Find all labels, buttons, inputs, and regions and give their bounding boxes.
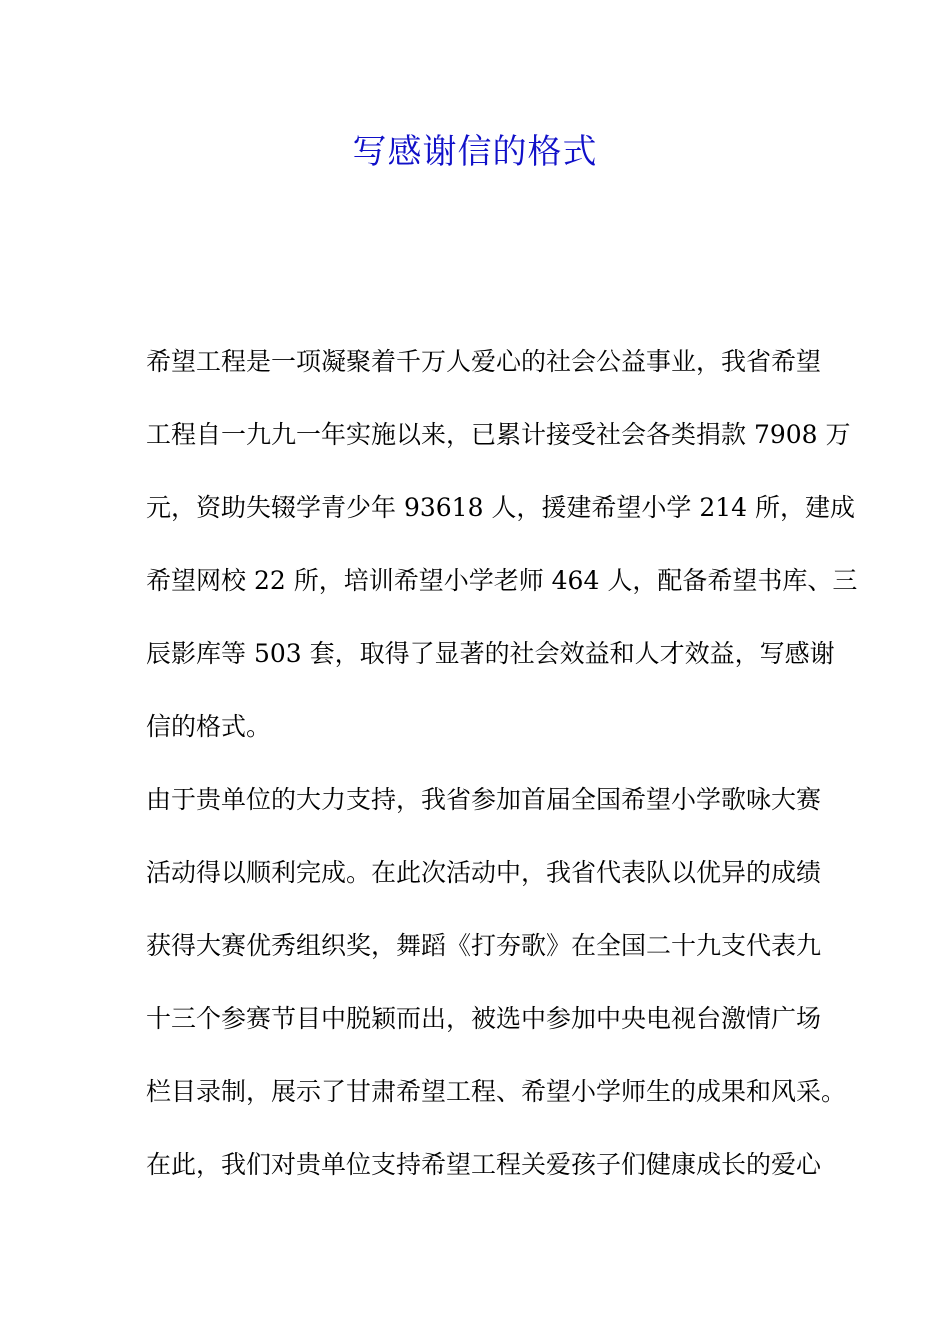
body-line: 十三个参赛节目中脱颖而出，被选中参加中央电视台激情广场 [146,1004,822,1033]
body-line: 辰影库等 503 套，取得了显著的社会效益和人才效益，写感谢 [146,639,835,668]
body-line: 信的格式。 [146,712,272,741]
document-body [146,338,858,1214]
body-line: 活动得以顺利完成。在此次活动中，我省代表队以优异的成绩 [146,858,822,887]
body-line: 由于贵单位的大力支持，我省参加首届全国希望小学歌咏大赛 [146,785,822,814]
document-title: 写感谢信的格式 [352,132,598,172]
body-line: 希望工程是一项凝聚着千万人爱心的社会公益事业，我省希望 [146,347,822,376]
body-line: 在此，我们对贵单位支持希望工程关爱孩子们健康成长的爱心 [146,1150,822,1179]
body-line: 获得大赛优秀组织奖，舞蹈《打夯歌》在全国二十九支代表九 [146,931,822,960]
body-line: 希望网校 22 所，培训希望小学老师 464 人，配备希望书库、三 [146,566,858,595]
body-line: 工程自一九九一年实施以来，已累计接受社会各类捐款 7908 万 [146,420,851,449]
body-line: 栏目录制，展示了甘肃希望工程、希望小学师生的成果和风采。 [146,1077,847,1106]
body-line: 元，资助失辍学青少年 93618 人，援建希望小学 214 所，建成 [146,493,856,522]
